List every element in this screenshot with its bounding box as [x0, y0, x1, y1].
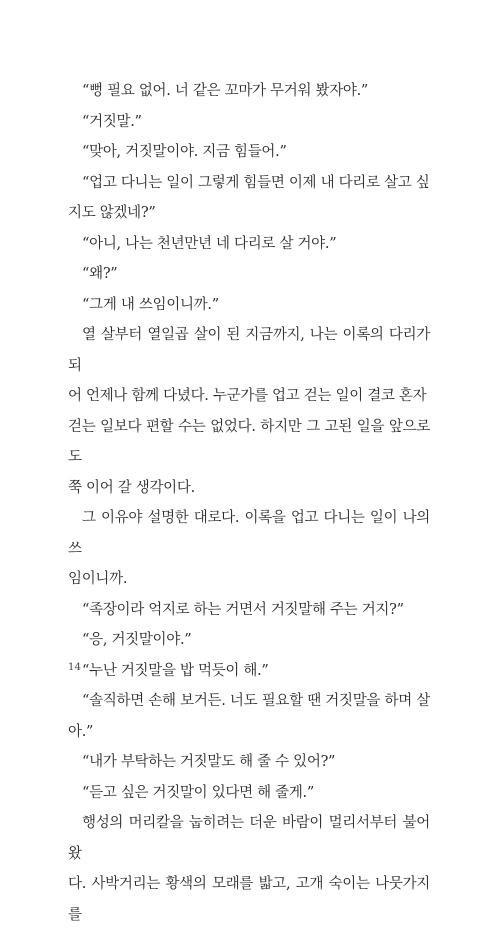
paragraph: “누난 거짓말을 밥 먹듯이 해.”	[82, 662, 269, 679]
paragraph: “듣고 싶은 거짓말이 있다면 해 줄게.”	[82, 784, 314, 801]
paragraph: “족장이라 억지로 하는 거면서 거짓말해 주는 거지?”	[82, 601, 404, 618]
paragraph: “내가 부탁하는 거짓말도 해 줄 수 있어?”	[82, 754, 336, 770]
paragraph: “그게 내 쓰임이니까.”	[82, 296, 219, 313]
body-text	[68, 76, 430, 930]
paragraph: “응, 거짓말이야.”	[82, 632, 192, 648]
page-number: 14	[68, 662, 82, 673]
paragraph: “왜?”	[82, 266, 118, 282]
paragraph: “뻥 필요 없어. 너 같은 꼬마가 무거워 봤자야.”	[82, 83, 369, 99]
paragraph: “거짓말.”	[82, 113, 142, 130]
paragraph: 열 살부터 열일곱 살이 된 지금까지, 나는 이록의 다리가 되 어 언제나 함께 다녔다. 누군가를 업고 걷는 일이 결코 혼자 걷는 일보다 편할 수는 없었다. 하지만 그 고된 일을 앞으로도 쭉 이어 갈 생각이다.	[68, 327, 430, 496]
paragraph: 그 이유야 설명한 대로다. 이록을 업고 다니는 일이 나의 쓰 임이니까.	[68, 510, 430, 587]
paragraph: “솔직하면 손해 보거든. 너도 필요할 땐 거짓말을 하며 살아.”	[68, 693, 430, 740]
paragraph: “아니, 나는 천년만년 네 다리로 살 거야.”	[82, 235, 337, 252]
paragraph: 행성의 머리칼을 눕히려는 더운 바람이 멀리서부터 불어왔 다. 사박거리는 황색의 모래를 밟고, 고개 숙이는 나뭇가지를	[68, 815, 430, 923]
paragraph: “맞아, 거짓말이야. 지금 힘들어.”	[82, 144, 287, 160]
paragraph: “업고 다니는 일이 그렇게 힘들면 이제 내 다리로 살고 싶 지도 않겠네?”	[68, 174, 430, 221]
